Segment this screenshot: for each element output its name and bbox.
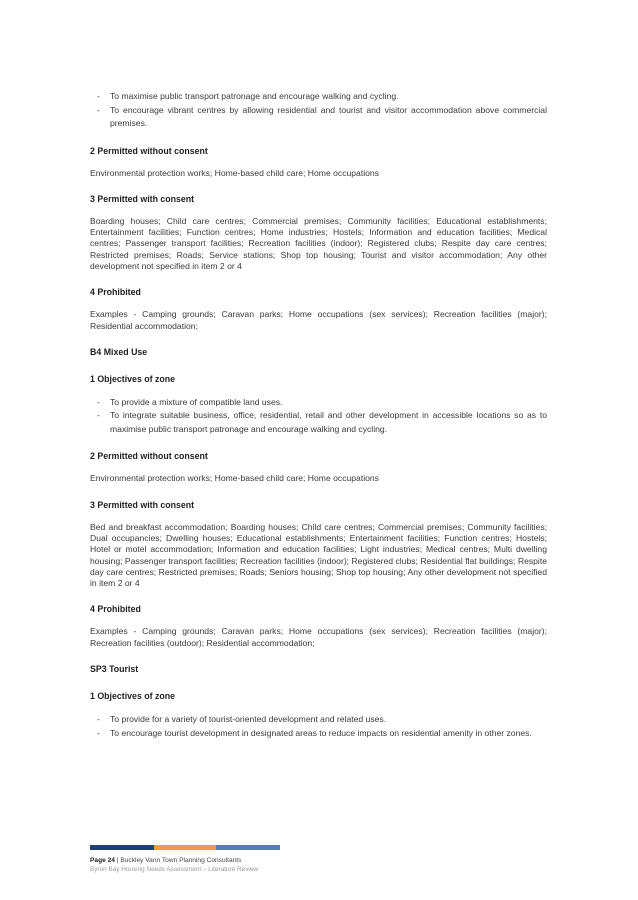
prohibited-text: Examples - Camping grounds; Caravan parks; Home occupations (sex services); Recreation facilities (major); Residential accommodation; [90, 309, 547, 331]
b4-objectives-list [90, 396, 547, 437]
list-item-text: To encourage tourist development in designated areas to reduce impacts on residential amenity in other zones. [110, 727, 532, 738]
permitted-without-consent-text: Environmental protection works; Home-based child care; Home occupations [90, 167, 379, 178]
footer-separator: | [114, 857, 121, 864]
list-item-text: To maximise public transport patronage and encourage walking and cycling. [110, 91, 399, 101]
heading-permitted-with-consent: 3 Permitted with consent [90, 499, 195, 510]
permitted-without-consent-text: Environmental protection works; Home-based child care; Home occupations [90, 473, 379, 484]
list-item: - To encourage vibrant centres by allowing residential and tourist and visitor accommodation above commercial premises. [97, 104, 547, 128]
list-item-text: To provide for a variety of tourist-oriented development and related uses. [110, 714, 387, 725]
list-item-text: To integrate suitable business, office, residential, retail and other development in accessible locations so as to maximise public transport patronage and encourage walking and cycling. [110, 410, 547, 434]
permitted-with-consent-text: Bed and breakfast accommodation; Boarding houses; Child care centres; Commercial premises; Community facilities; Dual occupancies; Dwelling houses; Educational establishments; Entertainment facilities; Function centres; Hostels; Hotel or motel accommodation; Information and education facilities; Light industries; Medical centres; Multi dwelling housing; Passenger transport facilities; Recreation facilities (indoor); Registered clubs; Residential flat buildings; Respite day care centres; Restricted premises; Roads; Seniors housing; Shop top housing; Any other development not specified in item 2 or 4 [90, 521, 547, 589]
footer-bar-segment [216, 845, 280, 850]
footer-bar-segment [154, 845, 216, 850]
footer-color-bar [90, 845, 280, 850]
list-item: - To maximise public transport patronage and encourage walking and cycling. [97, 91, 399, 101]
footer-line [90, 856, 280, 865]
heading-permitted-without-consent: 2 Permitted without consent [90, 451, 208, 462]
footer-bar-segment [90, 845, 154, 850]
prohibited-text: Examples - Camping grounds; Caravan parks; Home occupations (sex services); Recreation facilities (major); Recreation facilities (outdoor); Residential accommodation; [90, 626, 547, 648]
zone-title-b4: B4 Mixed Use [90, 346, 148, 357]
intro-objectives-list [90, 90, 547, 131]
list-item: - To provide a mixture of compatible land uses. [97, 396, 283, 407]
heading-permitted-without-consent: 2 Permitted without consent [90, 145, 208, 156]
company-name: Buckley Vann Town Planning Consultants [120, 857, 242, 864]
heading-objectives-of-zone: 1 Objectives of zone [90, 373, 176, 384]
list-item-text: To encourage vibrant centres by allowing residential and tourist and visitor accommodation above commercial premises. [110, 104, 547, 128]
zone-title-sp3: SP3 Tourist [90, 664, 139, 675]
list-item: - To provide for a variety of tourist-oriented development and related uses. [97, 714, 387, 725]
heading-prohibited: 4 Prohibited [90, 604, 141, 615]
heading-prohibited: 4 Prohibited [90, 287, 141, 298]
page-number: Page 24 [90, 857, 115, 864]
list-item: - To encourage tourist development in designated areas to reduce impacts on residential amenity in other zones. [97, 727, 532, 738]
report-title: Byron Bay Housing Needs Assessment – Literature Review [90, 866, 259, 873]
heading-permitted-with-consent: 3 Permitted with consent [90, 193, 195, 204]
sp3-objectives-list [90, 713, 547, 740]
permitted-with-consent-text: Boarding houses; Child care centres; Commercial premises; Community facilities; Educational establishments; Entertainment facilities; Function centres; Home industries; Hostels; Information and education facilities; Medical centres; Passenger transport facilities; Recreation facilities (indoor); Registered clubs; Respite day care centres; Restricted premises; Roads; Service stations; Shop top housing; Tourist and visitor accommodation; Any other development not specified in item 2 or 4 [90, 215, 547, 271]
list-item: - To integrate suitable business, office, residential, retail and other development in accessible locations so as to maximise public transport patronage and encourage walking and cycling. [97, 410, 547, 434]
page-footer [90, 845, 280, 874]
list-item-text: To provide a mixture of compatible land uses. [110, 396, 283, 407]
heading-objectives-of-zone: 1 Objectives of zone [90, 691, 176, 702]
page-content [90, 90, 547, 740]
